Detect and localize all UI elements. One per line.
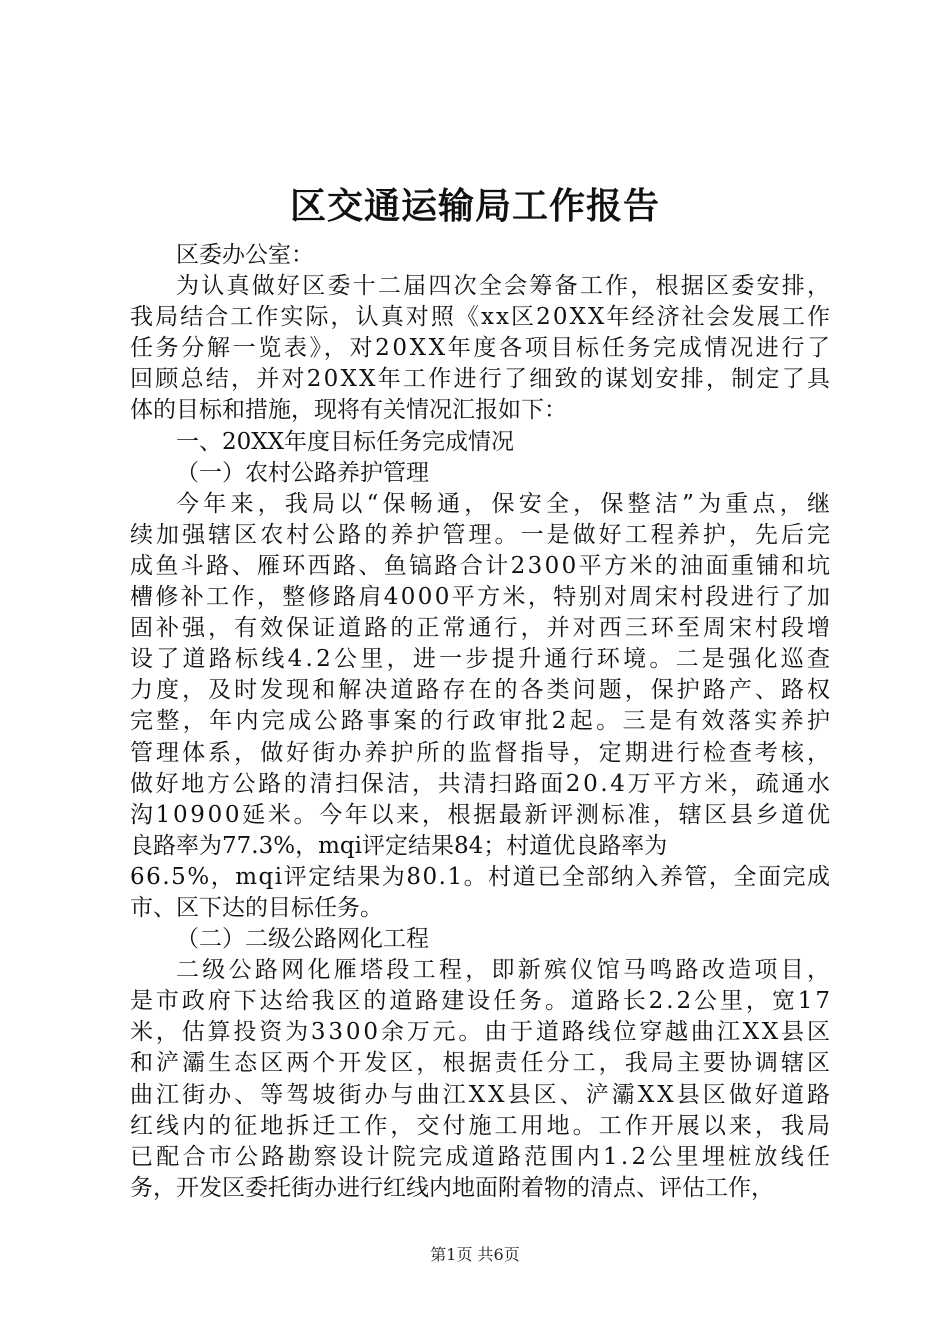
text-line: 米，估算投资为3300余万元。由于道路线位穿越曲江XX县区 [130, 1019, 833, 1046]
text-line: 续加强辖区农村公路的养护管理。一是做好工程养护，先后完 [130, 521, 834, 548]
text-line: 槽修补工作，整修路肩4000平方米，特别对周宋村段进行了加 [130, 584, 833, 611]
text-line: 区委办公室： [176, 242, 314, 268]
text-line: 成鱼斗路、雁环西路、鱼镐路合计2300平方米的油面重铺和坑 [130, 552, 833, 579]
text-line: 66.5%，mqi评定结果为80.1。村道已全部纳入养管，全面完成 [130, 863, 832, 890]
text-line: 我局结合工作实际，认真对照《xx区20XX年经济社会发展工作 [130, 304, 833, 331]
text-line: 务，开发区委托街办进行红线内地面附着物的清点、评估工作， [130, 1174, 774, 1201]
text-line: 力度，及时发现和解决道路存在的各类问题，保护路产、路权 [130, 677, 834, 704]
text-line: 今年来，我局以“保畅通，保安全，保整洁”为重点，继 [176, 490, 835, 517]
text-line: 二级公路网化雁塔段工程，即新殡仪馆马鸣路改造项目， [176, 957, 834, 984]
text-line: （一）农村公路养护管理 [176, 459, 429, 486]
text-line: 沟10900延米。今年以来，根据最新评测标准，辖区县乡道优 [130, 801, 833, 828]
text-line: 任务分解一览表》，对20XX年度各项目标任务完成情况进行了 [130, 335, 833, 362]
page-footer: 第1页 共6页 [430, 1245, 520, 1264]
text-line: 和浐灞生态区两个开发区，根据责任分工，我局主要协调辖区 [130, 1050, 834, 1077]
document-title: 区交通运输局工作报告 [289, 185, 660, 227]
text-line: 已配合市公路勘察设计院完成道路范围内1.2公里埋桩放线任 [130, 1143, 834, 1170]
text-line: 固补强，有效保证道路的正常通行，并对西三环至周宋村段增 [130, 615, 834, 642]
text-line: 是市政府下达给我区的道路建设任务。道路长2.2公里，宽17 [130, 988, 833, 1015]
text-line: （二）二级公路网化工程 [176, 926, 429, 953]
text-line: 为认真做好区委十二届四次全会筹备工作，根据区委安排， [176, 273, 833, 300]
text-line: 完整，年内完成公路事案的行政审批2起。三是有效落实养护 [130, 708, 834, 735]
text-line: 回顾总结，并对20XX年工作进行了细致的谋划安排，制定了具 [130, 366, 833, 393]
text-line: 市、区下达的目标任务。 [130, 894, 383, 921]
text-line: 一、20XX年度目标任务完成情况 [176, 428, 515, 455]
text-line: 体的目标和措施，现将有关情况汇报如下： [130, 397, 567, 424]
text-line: 曲江街办、等驾坡街办与曲江XX县区、浐灞XX县区做好道路 [130, 1081, 834, 1108]
text-line: 管理体系，做好街办养护所的监督指导，定期进行检查考核， [130, 739, 834, 766]
text-line: 设了道路标线4.2公里，进一步提升通行环境。二是强化巡查 [130, 646, 834, 673]
text-line: 红线内的征地拆迁工作，交付施工用地。工作开展以来，我局 [130, 1112, 834, 1139]
text-line: 做好地方公路的清扫保洁，共清扫路面20.4万平方米，疏通水 [130, 770, 833, 797]
text-line: 良路率为77.3%，mqi评定结果84；村道优良路率为 [130, 832, 668, 859]
document-body [130, 240, 835, 1204]
